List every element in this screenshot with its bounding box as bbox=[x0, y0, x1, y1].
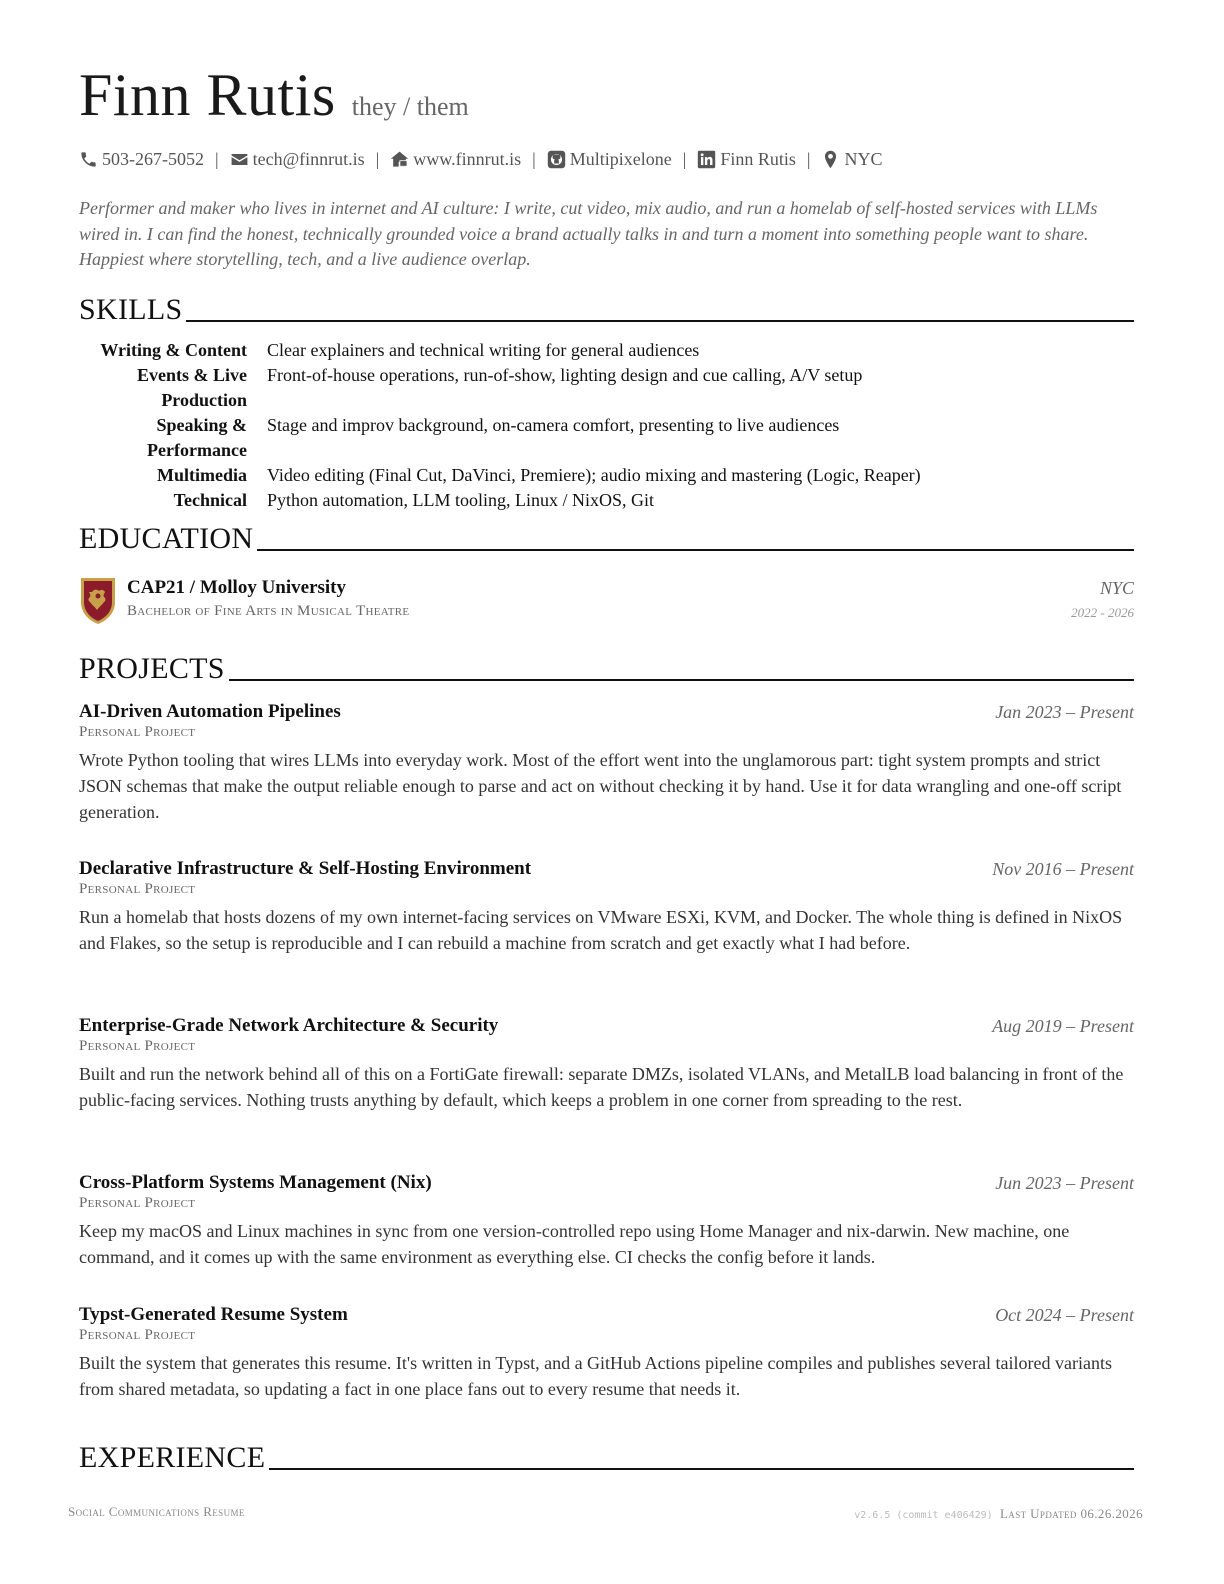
education-section-header bbox=[79, 523, 1134, 555]
skill-category: Multimedia bbox=[157, 465, 247, 485]
skills-section-header bbox=[79, 294, 1134, 326]
contact-email-text: tech@finnrut.is bbox=[252, 149, 365, 169]
project-title: Cross-Platform Systems Management (Nix) bbox=[79, 1172, 432, 1193]
education-entry bbox=[79, 575, 1134, 627]
project-description: Built the system that generates this resume. It's written in Typst, and a GitHub Actions pipeline compiles and publishes several tailored variants from shared metadata, so updating a fact in one place fans out to every resume that needs it. bbox=[79, 1353, 1112, 1399]
pronouns: they / them bbox=[351, 92, 469, 121]
skill-value: Clear explainers and technical writing for general audiences bbox=[267, 340, 700, 360]
contact-separator: | bbox=[682, 149, 687, 169]
contact-phone[interactable] bbox=[79, 149, 204, 170]
education-dates: 2022 - 2026 bbox=[1071, 605, 1134, 620]
section-rule bbox=[269, 1468, 1134, 1470]
skill-category: Writing & Content bbox=[100, 340, 247, 360]
section-title-experience: EXPERIENCE bbox=[79, 1441, 266, 1474]
contact-separator: | bbox=[532, 149, 536, 169]
section-title-skills: SKILLS bbox=[79, 293, 183, 326]
contact-phone-text: 503-267-5052 bbox=[102, 149, 204, 169]
contact-email[interactable] bbox=[230, 149, 365, 170]
candidate-name: Finn Rutis bbox=[79, 62, 336, 128]
project-subtitle: Personal Project bbox=[79, 881, 196, 897]
skill-row bbox=[79, 488, 1134, 513]
section-rule bbox=[186, 320, 1134, 322]
skills-list bbox=[79, 338, 1134, 513]
education-school: CAP21 / Molloy University bbox=[127, 577, 347, 598]
contact-website[interactable] bbox=[390, 149, 521, 170]
summary-paragraph: Performer and maker who lives in internet and AI culture: I write, cut video, mix audio, and run a homelab of self-hosted services with LLMs wired in. I can find the honest, technically grounded voice a brand actually talks in and turn a moment into something people want to share. Happiest where storytelling, tech, and a live audience overlap. bbox=[79, 198, 1098, 269]
education-degree: Bachelor of Fine Arts in Musical Theatre bbox=[127, 603, 410, 619]
project-title: Typst-Generated Resume System bbox=[79, 1304, 348, 1325]
project-dates: Jan 2023 – Present bbox=[995, 702, 1134, 722]
map-pin-icon bbox=[821, 150, 840, 169]
section-title-education: EDUCATION bbox=[79, 522, 254, 555]
education-location: NYC bbox=[1099, 578, 1134, 598]
project-dates: Aug 2019 – Present bbox=[992, 1016, 1134, 1036]
skill-row bbox=[79, 463, 1134, 488]
skill-category: Events & Live Production bbox=[137, 365, 247, 410]
skill-value: Video editing (Final Cut, DaVinci, Premiere); audio mixing and mastering (Logic, Reaper) bbox=[267, 465, 921, 485]
project-title: Enterprise-Grade Network Architecture & Security bbox=[79, 1015, 499, 1036]
skill-row bbox=[79, 413, 1134, 463]
contact-location bbox=[821, 149, 882, 170]
project-subtitle: Personal Project bbox=[79, 1195, 196, 1211]
project-subtitle: Personal Project bbox=[79, 724, 196, 740]
contact-github-text: Multipixelone bbox=[569, 149, 672, 169]
footer-last-updated: Last Updated 06.26.2026 bbox=[999, 1506, 1143, 1521]
contact-separator: | bbox=[375, 149, 380, 169]
project-description: Run a homelab that hosts dozens of my own internet-facing services on VMware ESXi, KVM, and Docker. The whole thing is defined in NixOS and Flakes, so the setup is reproducible and I can rebuild a machine from scratch and get exactly what I had before. bbox=[79, 907, 1123, 953]
project-description: Built and run the network behind all of this on a FortiGate firewall: separate DMZs, isolated VLANs, and MetalLB load balancing in front of the public-facing services. Nothing trusts anything by default, which keeps a problem in one corner from spreading to the rest. bbox=[79, 1064, 1124, 1110]
contact-location-text: NYC bbox=[844, 149, 883, 169]
project-title: Declarative Infrastructure & Self-Hosting Environment bbox=[79, 858, 532, 879]
project-title: AI-Driven Automation Pipelines bbox=[79, 701, 341, 722]
section-title-projects: PROJECTS bbox=[79, 652, 225, 685]
experience-section-header bbox=[79, 1442, 1134, 1474]
contact-linkedin[interactable] bbox=[697, 149, 796, 170]
contact-separator: | bbox=[215, 149, 219, 169]
contact-separator: | bbox=[806, 149, 811, 169]
footer-version: v2.6.5 (commit e406429) bbox=[854, 1510, 993, 1521]
project-description: Wrote Python tooling that wires LLMs into everyday work. Most of the effort went into the unglamorous part: tight system prompts and strict JSON schemas that make the output reliable enough to parse and act on without checking it by hand. Use it for data wrangling and one-off script generation. bbox=[79, 750, 1122, 822]
header-name-row bbox=[79, 58, 469, 132]
home-icon bbox=[390, 150, 409, 169]
section-rule bbox=[257, 549, 1134, 551]
skill-value: Python automation, LLM tooling, Linux / NixOS, Git bbox=[267, 490, 654, 510]
envelope-icon bbox=[230, 150, 249, 169]
project-dates: Oct 2024 – Present bbox=[995, 1305, 1134, 1325]
skill-category: Technical bbox=[173, 490, 247, 510]
project-dates: Jun 2023 – Present bbox=[995, 1173, 1134, 1193]
contact-linkedin-text: Finn Rutis bbox=[720, 149, 796, 169]
project-subtitle: Personal Project bbox=[79, 1038, 196, 1054]
phone-icon bbox=[79, 150, 98, 169]
contact-github[interactable] bbox=[547, 149, 672, 170]
section-rule bbox=[229, 679, 1134, 681]
project-description: Keep my macOS and Linux machines in sync from one version-controlled repo using Home Manager and nix-darwin. New machine, one command, and it comes up with the same environment as everything else. CI checks the config before it lands. bbox=[79, 1221, 1070, 1267]
contact-row bbox=[79, 149, 882, 170]
skill-value: Stage and improv background, on-camera comfort, presenting to live audiences bbox=[267, 415, 840, 435]
footer-meta bbox=[854, 1506, 1143, 1522]
university-crest-icon bbox=[79, 576, 117, 626]
skill-row bbox=[79, 338, 1134, 363]
projects-section-header bbox=[79, 653, 1134, 685]
skill-value: Front-of-house operations, run-of-show, lighting design and cue calling, A/V setup bbox=[267, 365, 863, 385]
project-subtitle: Personal Project bbox=[79, 1327, 196, 1343]
contact-website-text: www.finnrut.is bbox=[413, 149, 522, 169]
project-dates: Nov 2016 – Present bbox=[992, 859, 1134, 879]
github-icon bbox=[547, 150, 566, 169]
skill-row bbox=[79, 363, 1134, 413]
footer-resume-label: Social Communications Resume bbox=[68, 1504, 245, 1519]
linkedin-icon bbox=[697, 150, 716, 169]
skill-category: Speaking & Performance bbox=[147, 415, 247, 460]
